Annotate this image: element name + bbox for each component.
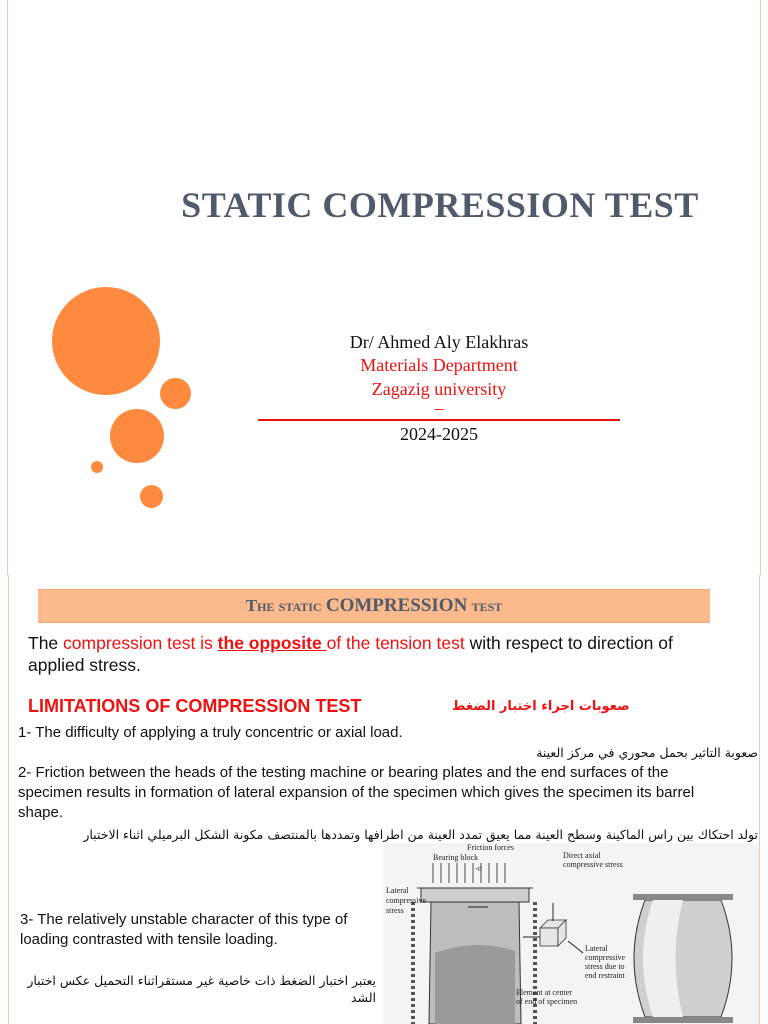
department: Materials Department	[360, 355, 518, 375]
dash: –	[434, 398, 444, 418]
banner-suffix: test	[467, 596, 503, 615]
banner-main: COMPRESSION	[325, 595, 468, 616]
slide-title: STATIC COMPRESSION TEST	[181, 185, 699, 225]
university: Zagazig university	[371, 379, 507, 399]
limitations-heading: LIMITATIONS OF COMPRESSION TEST	[28, 696, 362, 716]
label-element-2: of end of specimen	[516, 997, 578, 1006]
limitation-item-1: 1- The difficulty of applying a truly concentric or axial load.	[18, 724, 403, 741]
label-lateral-b-1: Lateral	[585, 944, 608, 953]
divider-line	[258, 419, 620, 421]
author-name: Dr/ Ahmed Aly Elakhras	[349, 332, 529, 352]
limitations-heading-arabic: صعوبات اجراء اختبار الضغط	[452, 699, 630, 714]
label-lateral-b-2: compressive	[585, 953, 625, 962]
decor-circle-small-2	[140, 485, 163, 508]
intro-paragraph	[28, 632, 728, 676]
limitation-item-1-arabic: صعوبة التاثير بحمل محوري في مركز العينة	[536, 745, 758, 760]
label-sigma: -σ	[475, 864, 482, 873]
barrel-bottom-plate	[633, 1017, 733, 1023]
stress-element-cube	[540, 920, 566, 946]
compression-specimen-diagram	[383, 843, 759, 1024]
label-lateral-2: compressive	[386, 896, 426, 905]
slide-border-right	[759, 575, 760, 1024]
slide-border-right	[760, 0, 761, 575]
decor-circle-tiny	[91, 461, 103, 473]
limitation-item-2-arabic: تولد احتكاك بين راس الماكينة وسطح العينة مما يعيق تمدد العينة من اطرافها وتمددها بالمنتصف مكونة الشكل البرميلي اثناء الاختبار	[83, 827, 758, 842]
label-lateral-1: Lateral	[386, 886, 409, 895]
academic-year: 2024-2025	[400, 424, 478, 444]
label-element-1: Element at center	[516, 988, 572, 997]
limitation-item-3: 3- The relatively unstable character of this type of loading contrasted with tensile loading.	[20, 911, 348, 948]
limitation-item-3-arabic: يعتبر اختبار الضغط ذات خاصية غير مستقراثناء التحميل عكس اختبار الشد	[27, 973, 376, 1005]
label-lateral-b-3: stress due to	[585, 962, 625, 971]
slide-border-left	[8, 575, 9, 1024]
label-bearing-block: Bearing block	[433, 853, 479, 862]
label-friction-forces: Friction forces	[467, 843, 514, 852]
label-direct-axial-2: compressive stress	[563, 860, 623, 869]
decor-circle-large	[52, 287, 160, 395]
bearing-block-shape	[421, 888, 529, 902]
limitation-item-2: 2- Friction between the heads of the testing machine or bearing plates and the end surfaces of the specimen results in formation of lateral expansion of the specimen which gives the specimen its barrel shape.	[18, 764, 695, 821]
slide-border-left	[7, 0, 8, 575]
banner-prefix: The static	[245, 596, 326, 615]
specimen-fracture-zone	[435, 945, 515, 1024]
label-direct-axial-1: Direct axial	[563, 851, 601, 860]
intro-part-2: compression test is	[63, 633, 218, 653]
intro-part-1: The	[28, 633, 64, 653]
slide-heading-banner	[38, 589, 710, 623]
intro-part-4: of the tension test	[326, 633, 465, 653]
label-lateral-3: stress	[386, 906, 404, 915]
decor-circle-small	[160, 378, 191, 409]
label-lateral-b-4: end restraint	[585, 971, 625, 980]
barrel-top-plate	[633, 894, 733, 900]
content-slide	[0, 575, 768, 1024]
intro-part-3: the opposite	[217, 633, 327, 653]
decor-circle-medium	[110, 409, 164, 463]
intro-part-5: with respect to direction of applied stress.	[28, 633, 673, 675]
